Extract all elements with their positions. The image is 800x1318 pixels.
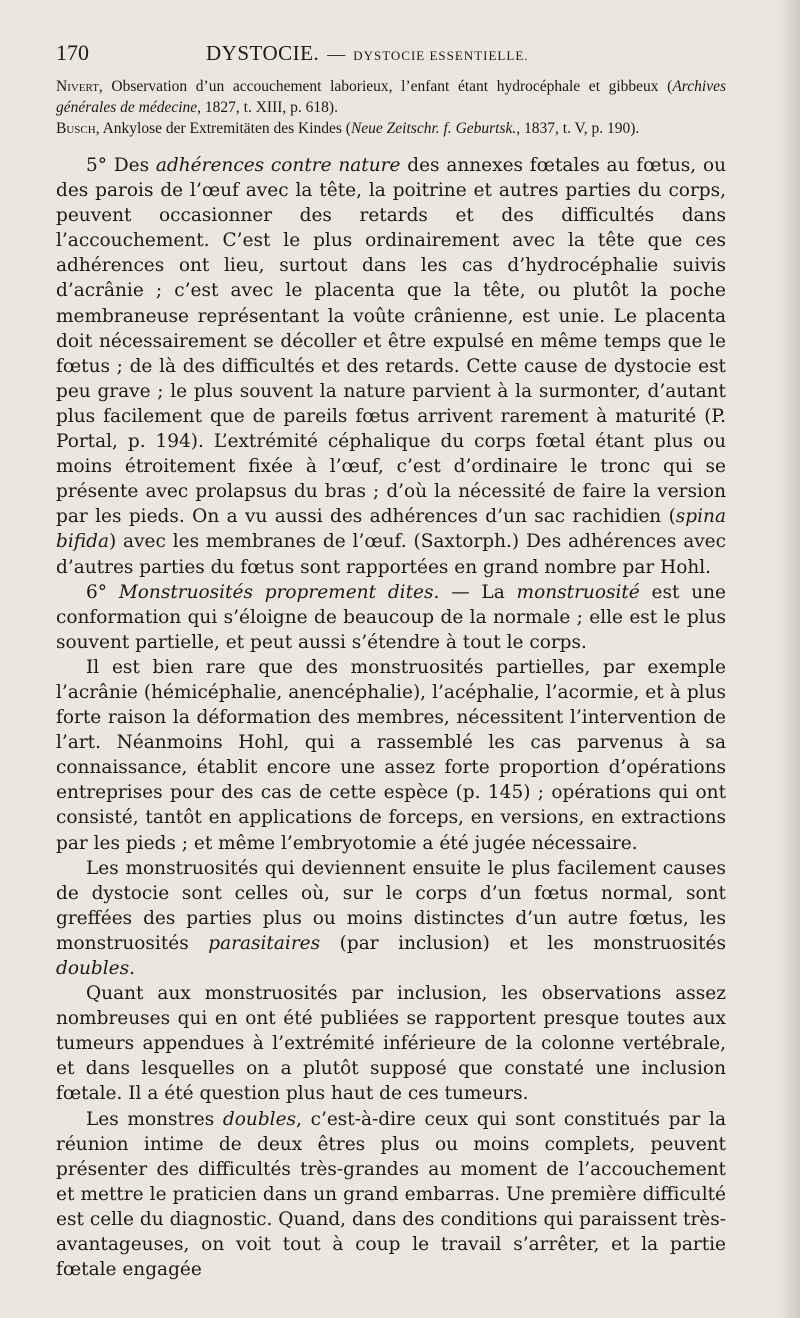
reference-author: Nivert [56, 78, 99, 95]
paragraph-monstres-doubles: Les monstres doubles, c’est-à-dire ceux qui sont constitués par la réunion intime de deux êtres plus ou moins complets, peuvent présenter des difficultés très-grandes au moment de l’accouchement et mettre le praticien dans un grand embarras. Une première difficulté est celle du diagnostic. Quand, dans des conditions qui paraissent très-avantageuses, on voit tout à coup le travail s’arrêter, et la partie fœtale engagée [56, 1108, 726, 1281]
section-heading: Monstruosités proprement dites. [118, 581, 440, 603]
page-number: 170 [56, 40, 89, 65]
running-title-dash: — [327, 44, 346, 64]
paragraph-adherences: 5° Des adhérences contre nature des annexes fœtales au fœtus, ou des parois de l’œuf avec la tête, la poitrine et autres parties du corps, peuvent occasionner des retards et des difficultés dans l’accouchement. C’est le plus ordinairement avec la tête que ces adhérences ont lieu, surtout dans les cas d’hydrocéphalie suivis d’acrânie ; c’est avec le placenta que la tête, ou plutôt la poche membraneuse représentant la voûte crânienne, est unie. Le placenta doit nécessairement se décoller et être expulsé en même temps que le fœtus ; de là des difficultés et des retards. Cette cause de dystocie est peu grave ; le plus souvent la nature parvient à la surmonter, d’autant plus facilement que de pareils fœtus arrivent rarement à maturité (P. Portal, p. 194). L’extrémité céphalique du corps fœtal étant plus ou moins étroitement fixée à l’œuf, c’est d’ordinaire le tronc qui se présente avec prolapsus du bras ; d’où la nécessité de faire la version par les pieds. On a vu aussi des adhérences d’un sac rachidien (spina bifida) avec les membranes de l’œuf. (Saxtorph.) Des adhérences avec d’autres parties du fœtus sont rapportées en grand nombre par Hohl. [56, 155, 727, 578]
reference-journal: Archives générales de médecine [56, 78, 726, 116]
reference-entry: Busch, Ankylose der Extremitäten des Kindes (Neue Zeitschr. f. Geburtsk., 1837, t. V, p. 190). [56, 120, 640, 137]
paragraph-partielles: Il est bien rare que des monstruosités partielles, par exemple l’acrânie (hémicéphalie, anencéphalie), l’acéphalie, l’acormie, et à plus forte raison la déformation des membres, nécessitent l’intervention de l’art. Néanmoins Hohl, qui a rassemblé les cas parvenus à sa connaissance, établit encore une assez forte proportion d’opérations entreprises pour des cas de cette espèce (p. 145) ; opérations qui ont consisté, tantôt en applications de forceps, en versions, en extractions par les pieds ; et même l’embryotomie a été jugée nécessaire. [56, 656, 726, 854]
running-subtitle: DYSTOCIE ESSENTIELLE. [353, 48, 529, 63]
running-title: DYSTOCIE. [206, 41, 320, 65]
reference-journal: Neue Zeitschr. f. Geburtsk. [350, 120, 517, 137]
paragraph-monstruosites: 6° Monstruosités proprement dites. — La monstruosité est une conformation qui s’éloigne de beaucoup de la normale ; elle est le plus souvent partielle, et peut aussi s’étendre à tout le corps. [56, 581, 727, 653]
reference-author: Busch [56, 120, 96, 137]
running-header [56, 40, 726, 66]
paragraph-parasitaires: Les monstruosités qui deviennent ensuite le plus facilement causes de dystocie sont celles où, sur le corps d’un fœtus normal, sont greffées des parties plus ou moins distinctes d’un autre fœtus, les monstruosités parasitaires (par inclusion) et les monstruosités doubles. [56, 857, 726, 979]
main-text [56, 153, 726, 1282]
paragraph-inclusion: Quant aux monstruosités par inclusion, les observations assez nombreuses qui en ont été publiées se rapportent presque toutes aux tumeurs appendues à l’extrémité inférieure de la colonne vertébrale, et dans lesquelles on a plutôt supposé que constaté une inclusion fœtale. Il a été question plus haut de ces tumeurs. [56, 983, 726, 1105]
bibliography-references [56, 76, 726, 139]
page-edge-shadow [778, 0, 800, 1318]
reference-entry: Nivert, Observation d’un accouchement laborieux, l’enfant étant hydrocéphale et gibbeux (Archives générales de médecine, 1827, t. XIII, p. 618). [56, 78, 726, 116]
